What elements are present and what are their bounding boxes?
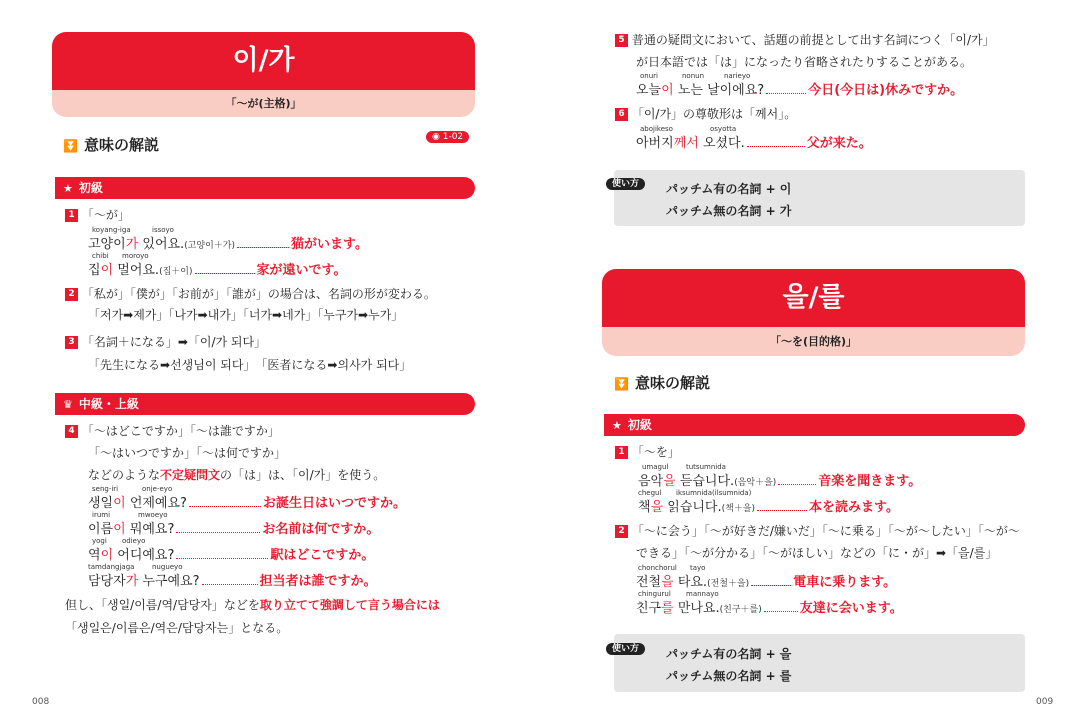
translation: 電車に乗ります。	[793, 575, 897, 590]
star-icon: ★	[63, 182, 73, 195]
section-heading	[63, 134, 159, 155]
leader-dots	[176, 526, 260, 533]
item-2-pairs: 「저가➡제가」「나가➡내가」「너가➡네가」「누구가➡누가」	[88, 308, 404, 322]
item-text: 「～が」	[81, 208, 130, 222]
leader-dots	[778, 478, 816, 485]
lesson-title-banner	[52, 32, 475, 90]
translation: お名前は何ですか。	[262, 522, 380, 537]
left-page	[0, 0, 538, 723]
ruby-text: umagul	[642, 463, 669, 471]
translation: 本を読みます。	[809, 500, 900, 515]
example-sentence: 생일이 언제예요? お誕生日はいつですか。	[88, 496, 406, 511]
item-text: が日本語では「は」になったり省略されたりすることがある。	[636, 55, 973, 69]
ruby-text: abojikeso	[640, 125, 673, 133]
item-2-heading: 2 「～に会う」「～が好きだ/嫌いだ」「～に乗る」「～が～したい」「～が～	[615, 522, 1020, 539]
usage-rule: パッチム有の名詞 + 을	[666, 647, 792, 661]
section-heading-text: 意味の解説	[83, 136, 159, 154]
item-1-heading	[65, 206, 130, 223]
leader-dots	[202, 578, 258, 585]
leader-dots	[195, 267, 255, 274]
lesson-subtitle: 「～を(目的格)」	[602, 327, 1025, 356]
translation: 猫がいます。	[291, 237, 368, 252]
item-3-example: 「先生になる➡선생님이 되다」 「医者になる➡의사가 되다」	[88, 358, 412, 372]
ruby-text: mannayo	[686, 590, 719, 598]
lesson-title: 이/가	[232, 45, 295, 76]
item-4-heading: 4 「～はどこですか」「～は誰ですか」	[65, 422, 280, 439]
double-chevron-down-icon: ⏬	[63, 139, 78, 153]
audio-track-badge[interactable]	[426, 124, 469, 143]
ruby-text: nugueyo	[152, 563, 183, 571]
ruby-text: onje-eyo	[142, 485, 173, 493]
ruby-text: odieyo	[122, 537, 146, 545]
ruby-text: chonchorul	[638, 564, 677, 572]
ruby-text: chibi	[92, 252, 109, 260]
level-bar-beginner	[604, 414, 1025, 436]
audio-track-number: 1-02	[442, 132, 464, 142]
example-sentence: 고양이가 있어요.(고양이＋가) 猫がいます。	[88, 237, 368, 252]
leader-dots	[176, 552, 268, 559]
ruby-text: mwoeyo	[138, 511, 168, 519]
ruby-text: yogi	[92, 537, 107, 545]
item-6-heading: 6 「이/가」の尊敬形は「께서」。	[615, 105, 796, 122]
item-2-heading: 2 「私が」「僕が」「お前が」「誰が」の場合は、名詞の形が変わる。	[65, 285, 436, 302]
ruby-text: nonun	[682, 72, 705, 80]
usage-rule: パッチム無の名詞 + 를	[666, 669, 792, 683]
usage-rule: パッチム有の名詞 + 이	[666, 182, 792, 196]
example-sentence: 친구를 만나요.(친구＋를) 友達に会います。	[636, 601, 903, 616]
lesson-subtitle: 「～が(主格)」	[52, 90, 475, 117]
translation: 友達に会います。	[799, 601, 903, 616]
lesson-title: 을/를	[782, 282, 845, 313]
usage-tag: 使い方	[606, 171, 645, 190]
ruby-text: narieyo	[724, 72, 751, 80]
level-bar-beginner	[55, 177, 475, 199]
item-4-note: 「생일은/이름은/역은/담당자는」となる。	[65, 621, 289, 635]
translation: 音楽を聞きます。	[818, 474, 922, 489]
ruby-text: tutsumnida	[686, 463, 726, 471]
example-sentence: 담당자가 누구예요? 担当者は誰ですか。	[88, 574, 377, 589]
item-5-heading: 5 普通の疑問文において、話題の前提として出す名詞につく「이/가」	[615, 31, 995, 48]
item-1-heading: 1 「～を」	[615, 443, 680, 460]
example-sentence: 음악을 듣습니다.(음악＋을) 音楽を聞きます。	[638, 474, 922, 489]
translation: 家が遠いです。	[256, 263, 347, 278]
example-sentence: 역이 어디예요? 駅はどこですか。	[88, 548, 375, 563]
level-label: 初級	[627, 418, 652, 432]
ruby-text: moroyo	[122, 252, 149, 260]
page-number: 009	[1036, 697, 1054, 707]
translation: お誕生日はいつですか。	[262, 496, 406, 511]
leader-dots	[751, 579, 791, 586]
page-number: 008	[32, 697, 50, 707]
item-4-note: 但し、「생일/이름/역/담당자」などを取り立てて強調して言う場合には	[65, 598, 440, 612]
leader-dots	[747, 140, 805, 147]
audio-icon: ◉	[432, 132, 440, 142]
example-sentence: 이름이 뭐예요? お名前は何ですか。	[88, 522, 380, 537]
level-label: 中級・上級	[78, 397, 139, 411]
ruby-text: issoyo	[152, 226, 174, 234]
translation: 父が来た。	[806, 136, 872, 151]
leader-dots	[189, 500, 261, 507]
leader-dots	[757, 504, 807, 511]
ruby-text: seng-iri	[92, 485, 119, 493]
example-sentence: 전철을 타요.(전철＋을) 電車に乗ります。	[636, 575, 897, 590]
usage-tag: 使い方	[606, 636, 645, 655]
ruby-text: chegul	[638, 489, 662, 497]
example-sentence: 책을 읽습니다.(책＋을) 本を読みます。	[638, 500, 900, 515]
translation: 今日(今日は)休みですか。	[808, 83, 964, 98]
ruby-text: osyotta	[710, 125, 737, 133]
usage-rule: パッチム無の名詞 + 가	[666, 204, 792, 218]
ruby-text: iksumnida(ilsumnida)	[676, 489, 752, 497]
ruby-text: tayo	[690, 564, 706, 572]
ruby-text: onuri	[640, 72, 658, 80]
leader-dots	[237, 241, 289, 248]
item-text: 「～はいつですか」「～は何ですか」	[88, 446, 287, 460]
ruby-text: irumi	[92, 511, 111, 519]
ruby-text: tamdangjaga	[88, 563, 135, 571]
item-text: などのような不定疑問文の「は」は、「이/가」を使う。	[88, 468, 386, 482]
star-icon: ★	[612, 419, 622, 432]
level-bar-intermediate	[55, 393, 475, 415]
section-heading-text: 意味の解説	[634, 374, 710, 392]
crown-icon: ♛	[63, 398, 73, 411]
item-text: できる」「～が分かる」「～がほしい」などの「に・が」➡「을/를」	[636, 546, 998, 560]
leader-dots	[764, 605, 798, 612]
item-3-heading: 3 「名詞＋になる」➡「이/가 되다」	[65, 333, 266, 350]
ruby-text: koyang-iga	[92, 226, 131, 234]
leader-dots	[766, 87, 806, 94]
example-sentence: 아버지께서 오셨다. 父が来た。	[636, 136, 872, 151]
example-sentence: 오늘이 노는 날이에요? 今日(今日は)休みですか。	[636, 83, 964, 98]
ruby-text: chingurul	[638, 590, 671, 598]
section-heading	[614, 372, 710, 393]
double-chevron-down-icon: ⏬	[614, 377, 629, 391]
level-label: 初級	[78, 181, 103, 195]
example-sentence: 집이 멀어요.(집＋이) 家が遠いです。	[88, 263, 347, 278]
translation: 担当者は誰ですか。	[259, 574, 377, 589]
right-page	[538, 0, 1077, 723]
item-number: 1	[65, 209, 78, 222]
lesson-title-banner	[602, 269, 1025, 327]
translation: 駅はどこですか。	[270, 548, 375, 563]
